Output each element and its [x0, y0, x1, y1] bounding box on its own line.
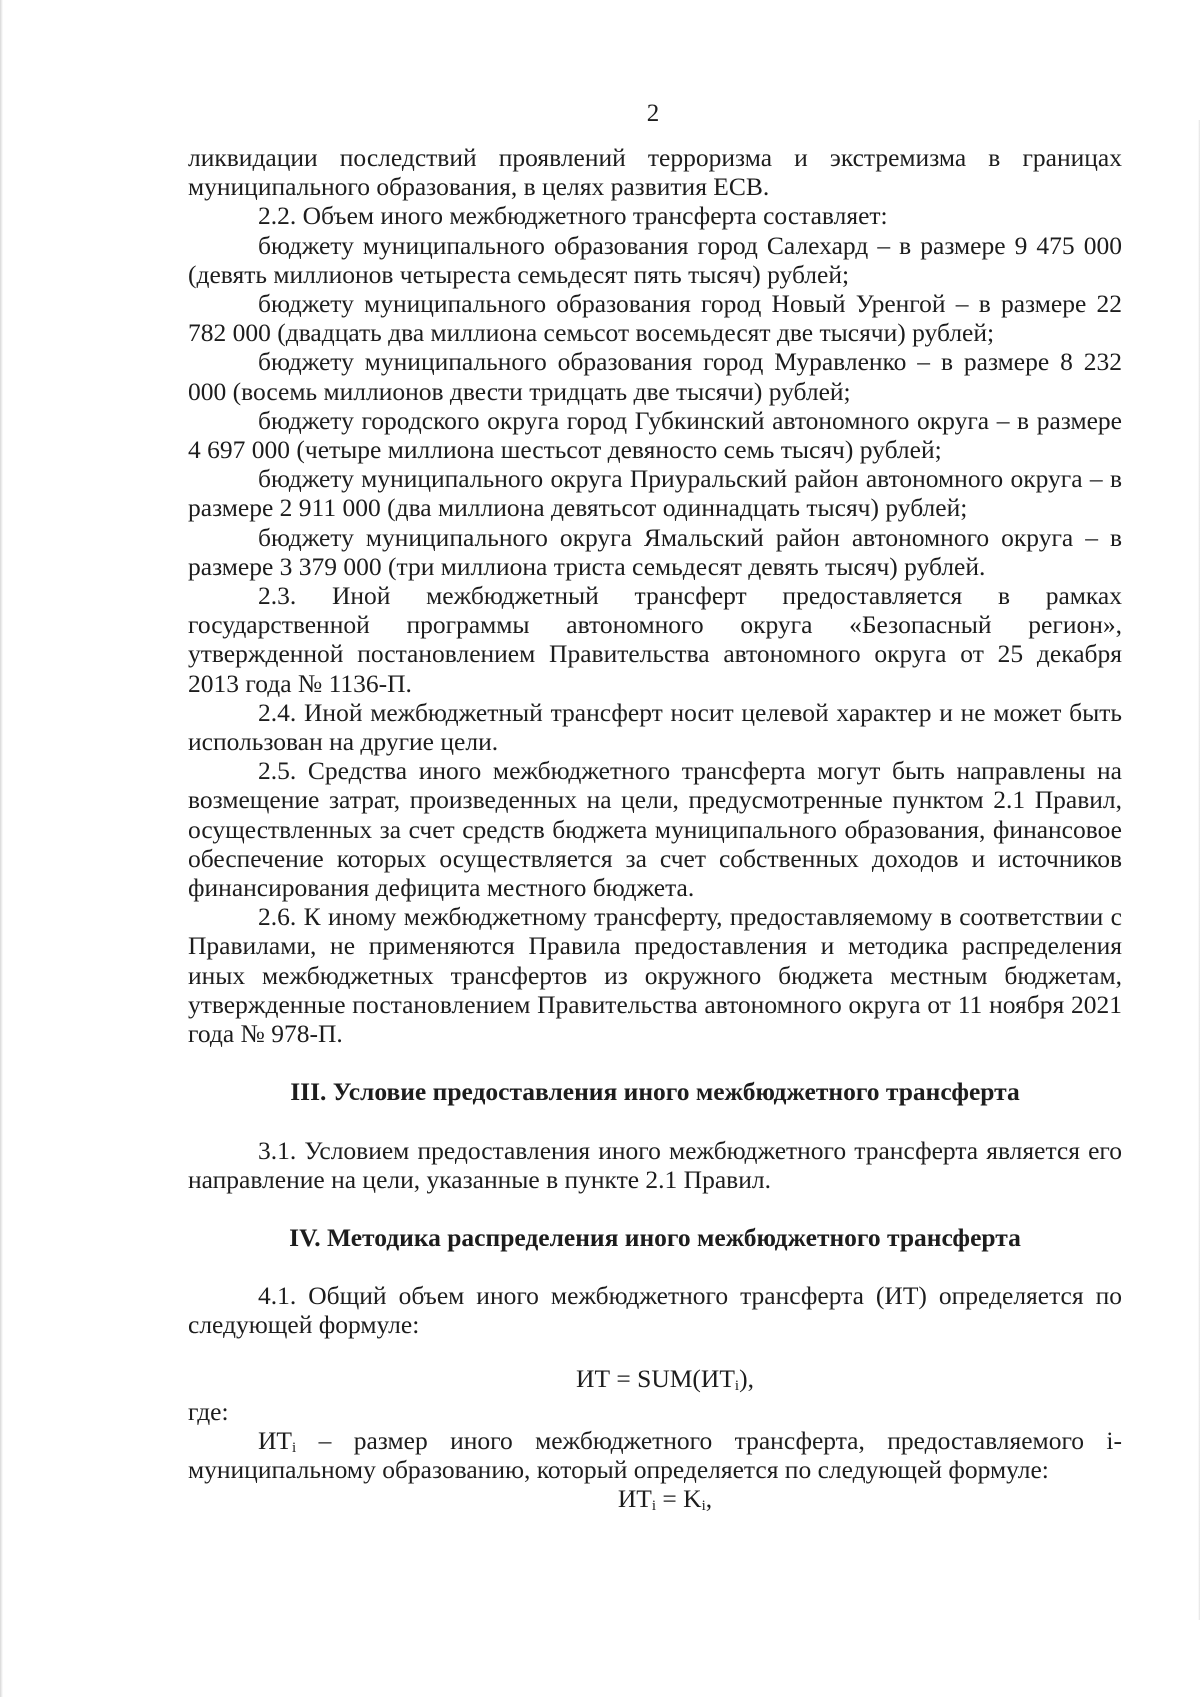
- paragraph-2-4: 2.4. Иной межбюджетный трансферт носит целевой характер и не может быть использован на другие цели.: [188, 697, 1122, 757]
- page-number: 2: [646, 100, 660, 127]
- formula-total: [188, 1364, 1122, 1393]
- formula-total-subscript: i: [734, 1377, 740, 1394]
- paragraph-2-3: 2.3. Иной межбюджетный трансферт предоставляется в рамках государственной программы автономного округа «Безопасный регион», утвержденной постановлением Правительства автономного округа от 25 декабря 2013 года № 1136-П.: [188, 581, 1122, 698]
- formula-it-i-lhs: ИТ: [617, 1484, 652, 1514]
- definition-term-subscript: i: [292, 1439, 297, 1456]
- paragraph-3-1: 3.1. Условием предоставления иного межбюджетного трансферта является его направление на цели, указанные в пункте 2.1 Правил.: [188, 1135, 1122, 1194]
- section-3-heading: III. Условие предоставления иного межбюджетного трансферта: [290, 1077, 1020, 1107]
- paragraph-2-6: 2.6. К иному межбюджетному трансферту, предоставляемому в соответствии с Правилами, не применяются Правила предоставления и методика распределения иных межбюджетных трансфертов из окружного бюджета местным бюджетам, утвержденные постановлением Правительства автономного округа от 11 ноября 2021 года № 978-П.: [188, 902, 1122, 1049]
- formula-it-i-subscript-2: i: [701, 1498, 706, 1515]
- paragraph-yamalsky: бюджету муниципального округа Ямальский район автономного округа – в размере 3 379 000 (три миллиона триста семьдесят девять тысяч) рублей.: [188, 522, 1122, 581]
- paragraph-muravlenko: бюджету муниципального образования город Муравленко – в размере 8 232 000 (восемь миллионов двести тридцать две тысячи) рублей;: [188, 347, 1122, 406]
- paragraph-continuation: ликвидации последствий проявлений терроризма и экстремизма в границах муниципального образования, в целях развития ЕСВ.: [188, 143, 1122, 202]
- paragraph-2-2: 2.2. Объем иного межбюджетного трансферта составляет:: [258, 201, 888, 231]
- scan-edge-left: [0, 0, 3, 1697]
- formula-it-i-subscript-1: i: [651, 1498, 657, 1515]
- paragraph-gubkinsky: бюджету городского округа город Губкинский автономного округа – в размере 4 697 000 (четыре миллиона шестьсот девяносто семь тысяч) рублей;: [188, 405, 1122, 465]
- formula-total-rhs: ),: [739, 1363, 754, 1393]
- definition-it-i: [188, 1426, 1122, 1484]
- definition-term: ИТ: [258, 1425, 292, 1455]
- paragraph-salekhard: бюджету муниципального образования город Салехард – в размере 9 475 000 (девять миллионов четыреста семьдесят пять тысяч) рублей;: [188, 230, 1122, 289]
- paragraph-2-5: 2.5. Средства иного межбюджетного трансферта могут быть направлены на возмещение затрат, произведенных на цели, предусмотренные пунктом 2.1 Правил, осуществленных за счет средств бюджета муниципального образования, финансовое обеспечение которых осуществляется за счет собственных доходов и источников финансирования дефицита местного бюджета.: [188, 756, 1122, 903]
- formula-total-lhs: ИТ = SUM(ИТ: [576, 1363, 735, 1393]
- formula-it-i-mid: = K: [656, 1484, 702, 1514]
- formula-it-i-rhs: ,: [705, 1484, 713, 1514]
- section-4-heading: IV. Методика распределения иного межбюджетного трансферта: [289, 1222, 1021, 1252]
- where-label: где:: [188, 1396, 229, 1426]
- definition-text: – размер иного межбюджетного трансферта, предоставляемого i-муниципальному образованию, который определяется по следующей формуле:: [188, 1425, 1122, 1485]
- document-body: [188, 143, 1122, 1514]
- paragraph-priuralsky: бюджету муниципального округа Приуральский район автономного округа – в размере 2 911 000 (два миллиона девятьсот одиннадцать тысяч) рублей;: [188, 464, 1122, 523]
- paragraph-novy-urengoy: бюджету муниципального образования город Новый Уренгой – в размере 22 782 000 (двадцать два миллиона семьсот восемьдесят две тысячи) рублей;: [188, 289, 1122, 348]
- paragraph-4-1: 4.1. Общий объем иного межбюджетного трансферта (ИТ) определяется по следующей формуле:: [188, 1281, 1122, 1340]
- formula-it-i: [188, 1484, 1122, 1513]
